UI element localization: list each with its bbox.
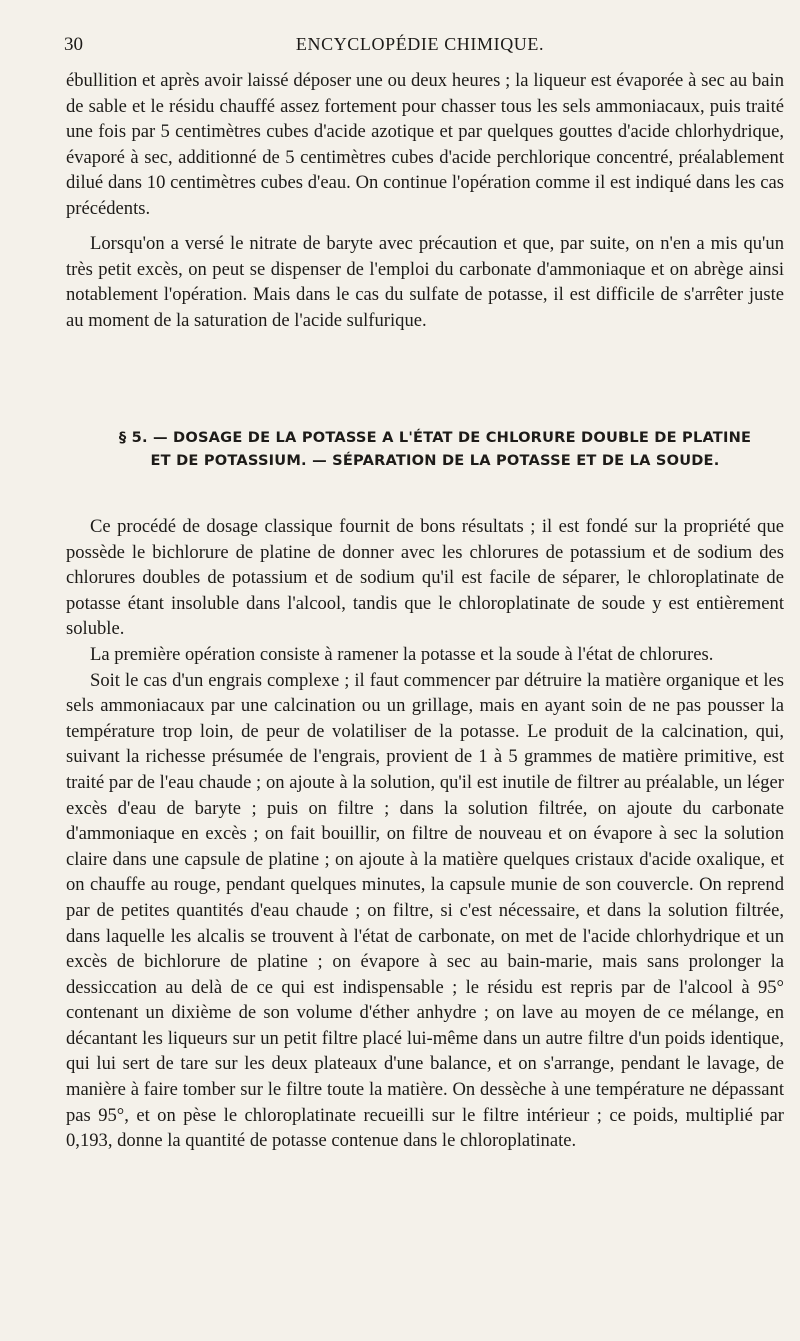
- paragraph: ébullition et après avoir laissé déposer une ou deux heures ; la liqueur est évaporée à sec au bain de sable et le résidu chauffé assez fortement pour chasser tous les sels ammoniacaux, puis traité une fois par 5 centimètres cubes d'acide azotique et par quelques gouttes d'acide chlorhydrique, évaporé à sec, additionné de 5 centimètres cubes d'acide perchlorique concentré, préalablement dilué dans 10 centimètres cubes d'eau. On continue l'opération comme il est indiqué dans les cas précédents.: [66, 70, 784, 219]
- section-body: [66, 514, 784, 1154]
- page-number: 30: [64, 34, 83, 55]
- section-heading: § 5. — DOSAGE DE LA POTASSE A L'ÉTAT DE CHLORURE DOUBLE DE PLATINE ET DE POTASSIUM. — SÉPARATION DE LA POTASSE ET DE LA SOUDE.: [118, 429, 752, 469]
- paragraph: Soit le cas d'un engrais complexe ; il faut commencer par détruire la matière organique et les sels ammoniacaux par une calcination ou un grillage, mais en ayant soin de ne pas pousser la température trop loin, de peur de volatiliser de la potasse. Le produit de la calcination, qui, suivant la richesse présumée de l'engrais, provient de 1 à 5 grammes de matière primitive, est traité par de l'eau chaude ; on ajoute à la solution, qu'il est inutile de filtrer au préalable, un léger excès d'eau de baryte ; puis on filtre ; dans la solution filtrée, on ajoute du carbonate d'ammoniaque en excès ; on fait bouillir, on filtre de nouveau et on évapore à sec la solution claire dans une capsule de platine ; on ajoute à la matière quelques cristaux d'acide oxalique, et on chauffe au rouge, pendant quelques minutes, la capsule munie de son couvercle. On reprend par de petites quantités d'eau chaude ; on filtre, si c'est nécessaire, et dans la solution filtrée, dans laquelle les alcalis se trouvent à l'état de carbonate, on met de l'acide chlorhydrique et un excès de bichlorure de platine ; on évapore à sec au bain-marie, mais sans prolonger la dessiccation au delà de ce qui est indispensable ; le résidu est repris par de l'alcool à 95° contenant un dixième de son volume d'éther anhydre ; on lave au moyen de ce mélange, en décantant les liqueurs sur un petit filtre placé lui-même dans un autre filtre d'un poids identique, qui lui sert de tare sur les deux plateaux d'une balance, et on s'arrange, pendant le lavage, de manière à faire tomber sur le filtre toute la matière. On dessèche à une température ne dépassant pas 95°, et on pèse le chloroplatinate recueilli sur le filtre intérieur ; ce poids, multiplié par 0,193, donne la quantité de potasse contenue dans le chloroplatinate.: [66, 669, 784, 1152]
- paragraph: Lorsqu'on a versé le nitrate de baryte avec précaution et que, par suite, on n'en a mis qu'un très petit excès, on peut se dispenser de l'emploi du carbonate d'ammoniaque et on abrège ainsi notablement l'opération. Mais dans le cas du sulfate de potasse, il est difficile de s'arrêter juste au moment de la saturation de l'acide sulfurique.: [66, 233, 784, 331]
- continuation-text: [66, 68, 784, 222]
- page-header: [64, 34, 776, 62]
- running-title: ENCYCLOPÉDIE CHIMIQUE.: [295, 34, 545, 54]
- paragraph: Ce procédé de dosage classique fournit de bons résultats ; il est fondé sur la propriété que possède le bichlorure de platine de donner avec les chlorures de potassium et de sodium des chlorures doubles de potassium et de sodium qu'il est facile de séparer, le chloroplatinate de potasse étant insoluble dans l'alcool, tandis que le chloroplatinate de soude y est entièrement soluble.: [66, 516, 784, 640]
- paragraph: La première opération consiste à ramener la potasse et la soude à l'état de chlorures.: [90, 643, 714, 665]
- paragraph-block: [66, 231, 784, 333]
